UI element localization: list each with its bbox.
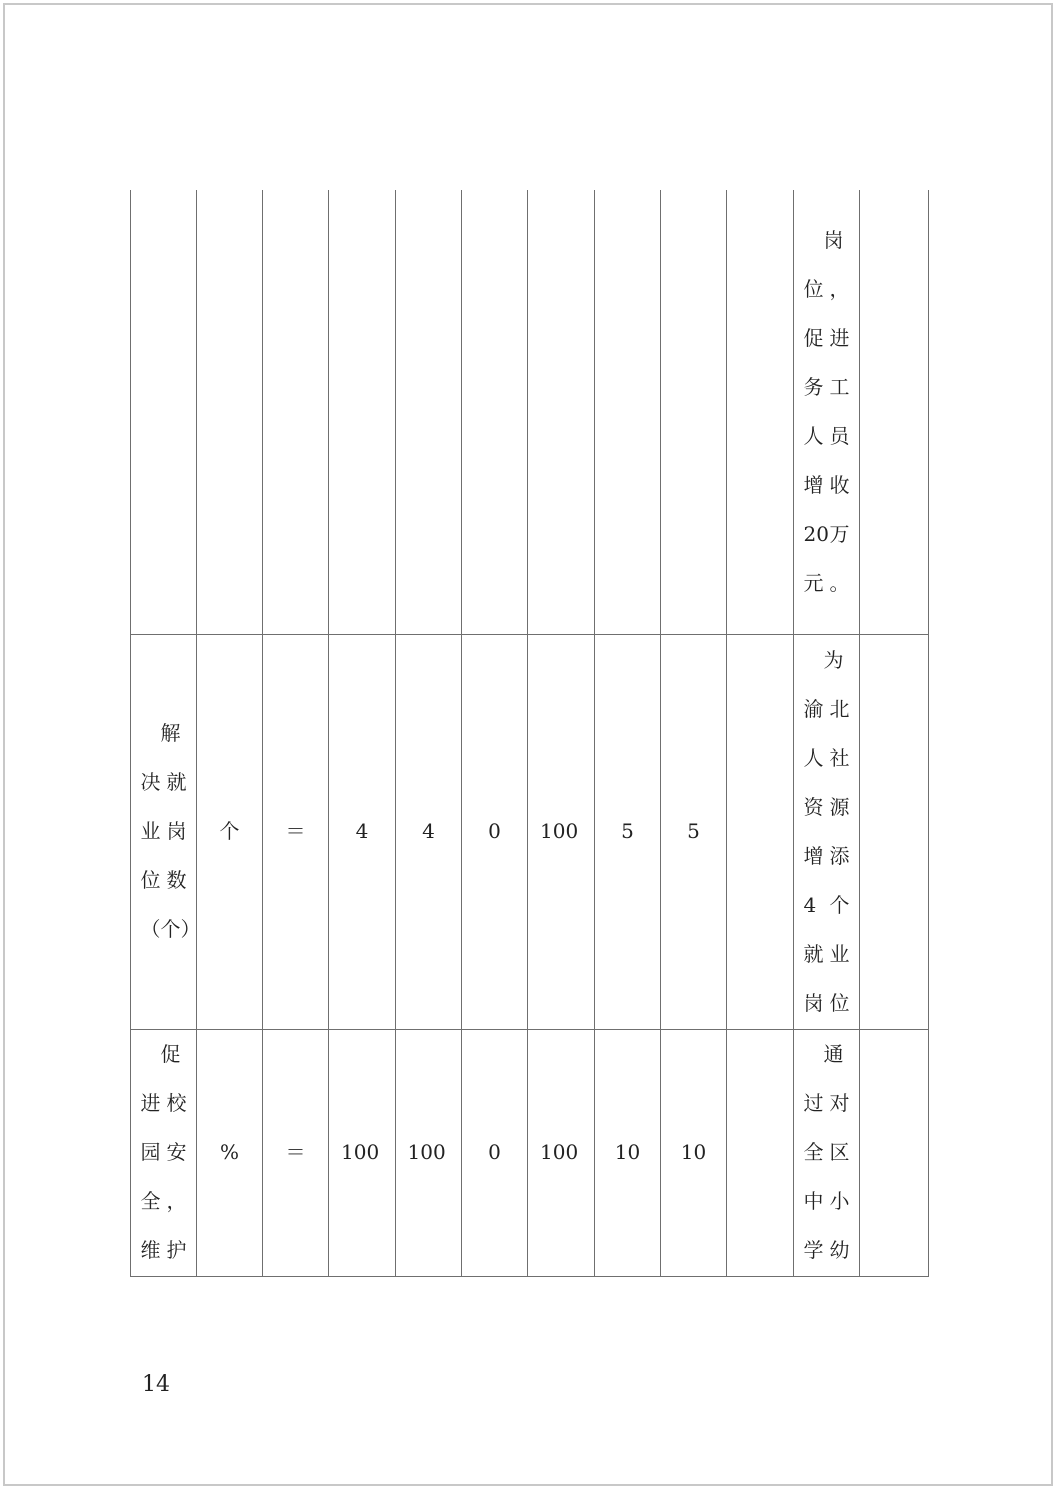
value-cell — [462, 190, 528, 634]
unit-cell — [197, 190, 263, 634]
value-cell: 10 — [661, 1029, 727, 1276]
value-cell: 4 — [329, 634, 396, 1029]
blank-cell — [727, 1029, 794, 1276]
blank-cell — [727, 190, 794, 634]
indicator-cell: 解决就业岗位数（个） — [131, 634, 197, 1029]
value-cell — [528, 190, 595, 634]
value-cell — [661, 190, 727, 634]
value-cell: 100 — [528, 1029, 595, 1276]
blank-cell — [860, 634, 929, 1029]
blank-cell — [860, 190, 929, 634]
value-cell: 5 — [661, 634, 727, 1029]
operator-cell: ＝ — [263, 1029, 329, 1276]
table-row — [131, 1029, 929, 1276]
indicator-cell: 促进校园安全，维护 — [131, 1029, 197, 1276]
value-cell — [595, 190, 661, 634]
value-cell: 100 — [528, 634, 595, 1029]
value-cell: 5 — [595, 634, 661, 1029]
value-cell: 100 — [329, 1029, 396, 1276]
blank-cell — [727, 634, 794, 1029]
value-cell — [329, 190, 396, 634]
operator-cell: ＝ — [263, 634, 329, 1029]
value-cell: 0 — [462, 1029, 528, 1276]
value-cell — [396, 190, 462, 634]
value-cell: 10 — [595, 1029, 661, 1276]
table-row — [131, 190, 929, 634]
unit-cell: % — [197, 1029, 263, 1276]
description-cell: 通过对全区中小学幼 — [794, 1029, 860, 1276]
blank-cell — [860, 1029, 929, 1276]
description-cell: 为渝北人社资源增添4个就业岗位 — [794, 634, 860, 1029]
value-cell: 0 — [462, 634, 528, 1029]
unit-cell: 个 — [197, 634, 263, 1029]
indicator-cell — [131, 190, 197, 634]
performance-table — [130, 190, 929, 1277]
table-row — [131, 634, 929, 1029]
description-cell: 岗位，促进务工人员增收20万元。 — [794, 190, 860, 634]
operator-cell — [263, 190, 329, 634]
value-cell: 100 — [396, 1029, 462, 1276]
page-number: 14 — [142, 1372, 170, 1397]
value-cell: 4 — [396, 634, 462, 1029]
